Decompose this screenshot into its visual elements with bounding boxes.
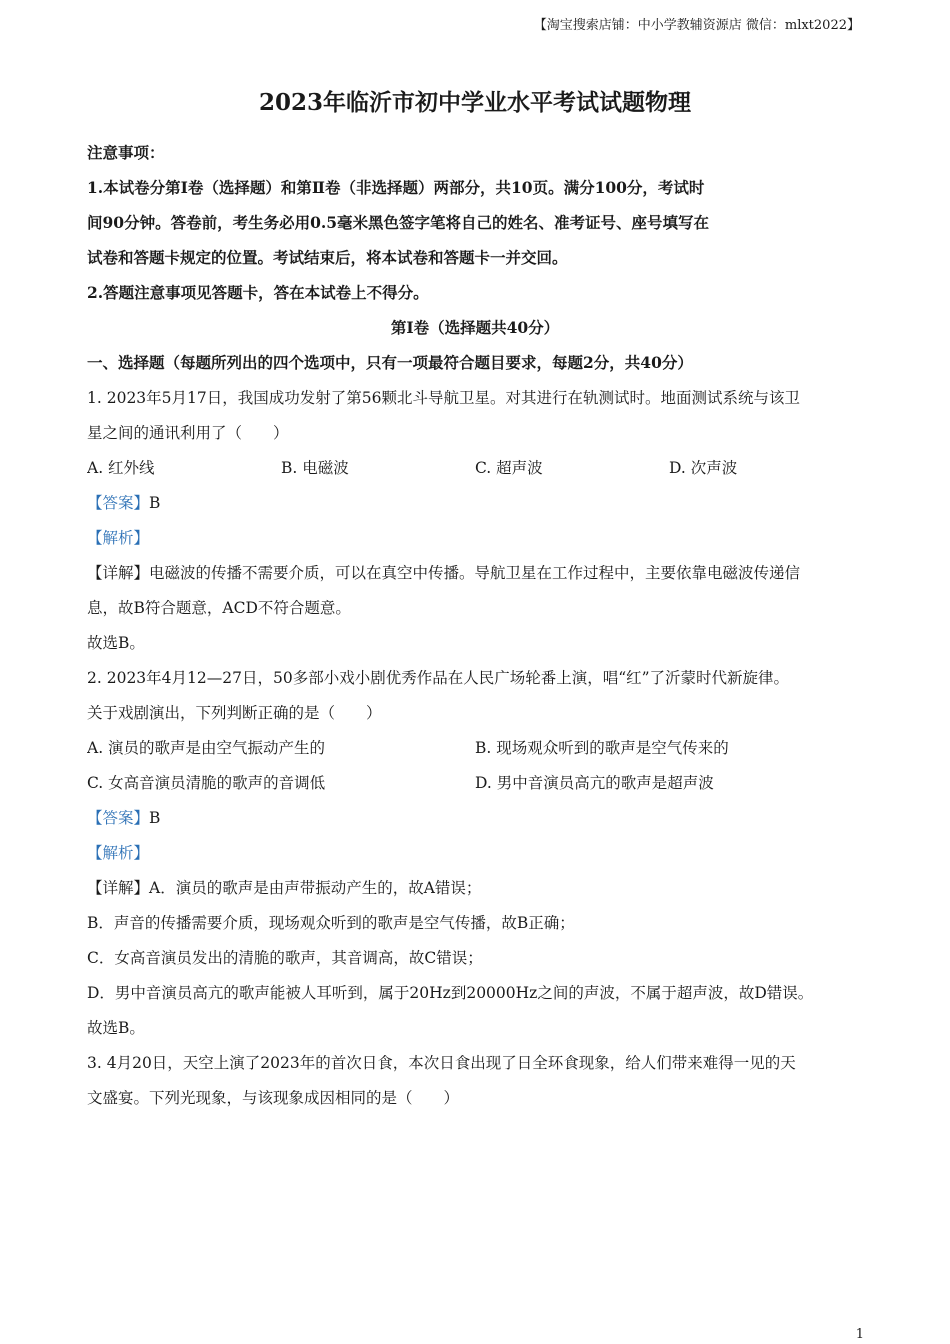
header-note: 【淘宝搜索店铺：中小学教辅资源店 微信：mlxt2022】 — [533, 18, 860, 33]
notes-line: 2.答题注意事项见答题卡，答在本试卷上不得分。 — [87, 283, 429, 302]
q2-answer — [87, 803, 863, 838]
q1-conclusion: 故选B。 — [87, 634, 145, 652]
q1-stem: 1. 2023年5月17日，我国成功发射了第56颗北斗导航卫星。对其进行在轨测试时。地面测试系统与该卫 — [87, 389, 800, 407]
answer-value: B — [149, 494, 161, 512]
q1-detail — [87, 558, 863, 593]
notes-line: 1.本试卷分第Ⅰ卷（选择题）和第Ⅱ卷（非选择题）两部分，共10页。满分100分，考试时 — [87, 178, 705, 197]
q1-answer — [87, 488, 863, 523]
q2-option-d: D. 男中音演员高亢的歌声是超声波 — [475, 774, 714, 792]
q2-options-row — [87, 733, 863, 768]
q1-options — [87, 453, 863, 488]
q3-stem: 文盛宴。下列光现象，与该现象成因相同的是（ ） — [87, 1089, 460, 1107]
notes-heading: 注意事项： — [87, 143, 165, 162]
document-body — [87, 138, 863, 1118]
q2-stem: 2. 2023年4月12—27日，50多部小戏小剧优秀作品在人民广场轮番上演，唱“红”了沂蒙时代新旋律。 — [87, 669, 790, 687]
q2-detail-line: B．声音的传播需要介质，现场观众听到的歌声是空气传播，故B正确； — [87, 914, 575, 932]
q2-options-row — [87, 768, 863, 803]
detail-text: 电磁波的传播不需要介质，可以在真空中传播。导航卫星在工作过程中，主要依靠电磁波传递信 — [149, 564, 801, 582]
q3-stem: 3. 4月20日，天空上演了2023年的首次日食，本次日食出现了日全环食现象，给人们带来难得一见的天 — [87, 1054, 796, 1072]
q2-stem: 关于戏剧演出，下列判断正确的是（ ） — [87, 704, 382, 722]
q2-detail — [87, 873, 863, 908]
answer-tag: 【答案】 — [87, 494, 150, 512]
page-title: 2023年临沂市初中学业水平考试试题物理 — [258, 89, 691, 116]
q2-detail-line: D．男中音演员高亢的歌声能被人耳听到，属于20Hz到20000Hz之间的声波，不属于超声波，故D错误。 — [87, 984, 814, 1002]
q2-analysis-tag: 【解析】 — [87, 844, 150, 862]
answer-value: B — [149, 809, 161, 827]
q1-option-c: C. 超声波 — [475, 459, 543, 477]
q1-stem: 星之间的通讯利用了（ ） — [87, 424, 289, 442]
q1-option-d: D. 次声波 — [669, 459, 738, 477]
q1-analysis-tag: 【解析】 — [87, 529, 150, 547]
q2-option-a: A. 演员的歌声是由空气振动产生的 — [87, 739, 326, 757]
q1-detail-line: 息，故B符合题意，ACD不符合题意。 — [87, 599, 351, 617]
detail-tag: 【详解】 — [87, 879, 150, 897]
answer-tag: 【答案】 — [87, 809, 150, 827]
q2-detail-line: C．女高音演员发出的清脆的歌声，其音调高，故C错误； — [87, 949, 483, 967]
q1-option-a: A. 红外线 — [87, 459, 155, 477]
section-title: 第Ⅰ卷（选择题共40分） — [390, 318, 560, 337]
q2-option-b: B. 现场观众听到的歌声是空气传来的 — [475, 739, 729, 757]
detail-text: A．演员的歌声是由声带振动产生的，故A错误； — [149, 879, 482, 897]
part-title: 一、选择题（每题所列出的四个选项中，只有一项最符合题目要求，每题2分，共40分） — [87, 353, 693, 372]
notes-line: 试卷和答题卡规定的位置。考试结束后，将本试卷和答题卡一并交回。 — [87, 248, 568, 267]
q2-conclusion: 故选B。 — [87, 1019, 145, 1037]
q1-option-b: B. 电磁波 — [281, 459, 349, 477]
notes-line: 间90分钟。答卷前，考生务必用0.5毫米黑色签字笔将自己的姓名、准考证号、座号填写在 — [87, 213, 710, 232]
detail-tag: 【详解】 — [87, 564, 150, 582]
page-number: 1 — [855, 1327, 864, 1342]
q2-option-c: C. 女高音演员清脆的歌声的音调低 — [87, 774, 326, 792]
